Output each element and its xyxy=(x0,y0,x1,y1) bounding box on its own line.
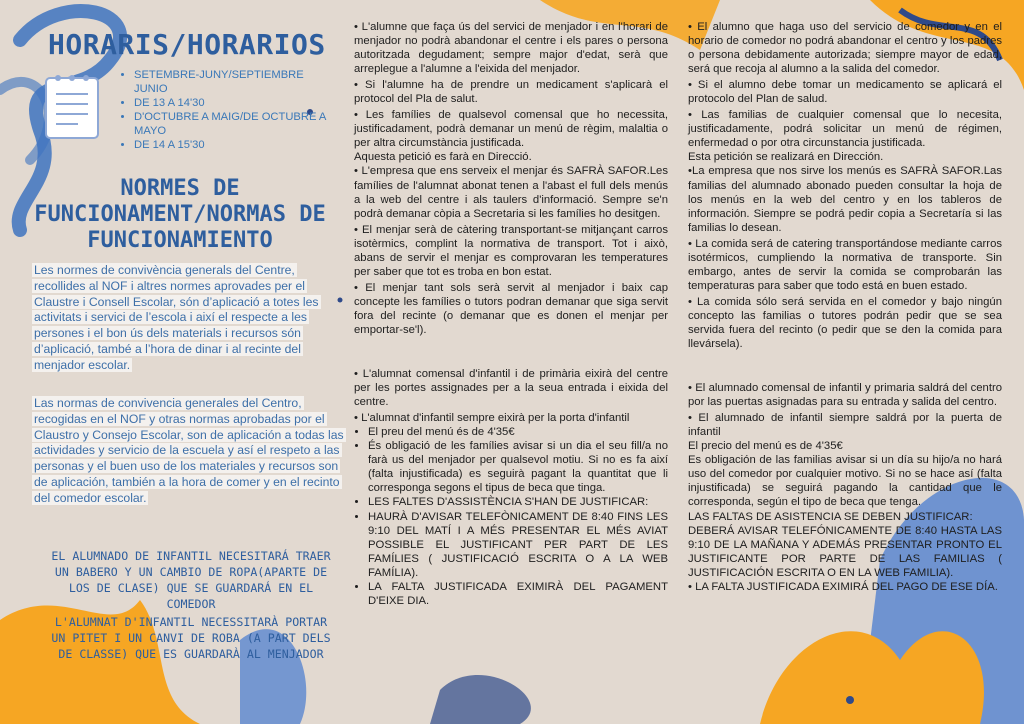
list-item: • LA FALTA JUSTIFICADA EXIMIRÀ DEL PAGAMENT D'EIXE DIA. xyxy=(368,580,668,608)
rule-paragraph: • Si el alumno debe tomar un medicamento se aplicará el protocolo del Plan de salud. xyxy=(688,79,1002,106)
list-item: • HAURÀ D'AVISAR TELEFÒNICAMENT DE 8:40 FINS LES 9:10 DEL MATÍ I A MÉS PRESENTAR EL MÉS AVIAT POSSIBLE EL JUSTIFICANT PER PART DE LES FAMÍLIES ( JUSTIFICACIÓ ESCRITA O A LA WEB FAMÍLIA). xyxy=(368,510,668,580)
rule-paragraph: • L'alumnat comensal d'infantil i de primària eixirà del centre per les portes assignades per a la seua entrada i eixida del centre. xyxy=(354,368,668,409)
note-spanish: EL ALUMNADO DE INFANTIL NECESITARÁ TRAER UN BABERO Y UN CAMBIO DE ROPA(APARTE DE LOS DE CLASE) QUE SE GUARDARÁ EN EL COMEDOR xyxy=(51,549,331,611)
list-item: • El preu del menú és de 4'35€ xyxy=(368,425,668,439)
schedule-item: • SETEMBRE-JUNY/SEPTIEMBRE JUNIO xyxy=(134,68,334,96)
rule-paragraph: • LA FALTA JUSTIFICADA EXIMIRÁ DEL PAGO DE ESE DÍA. xyxy=(688,580,998,593)
rule-paragraph: • Si l'alumne ha de prendre un medicament s'aplicarà el protocol del Pla de salut. xyxy=(354,79,668,106)
rule-paragraph: • El alumnado comensal de infantil y primaria saldrá del centro por las puertas asignadas para su entrada y salida del centro. xyxy=(688,382,1002,409)
rule-paragraph: • El menjar serà de càtering transportant-se mitjançant carros isotèrmics, complint la normativa de transport. Tot i això, abans de servir el menjar es comprovaran les temperatures per saber que tot es troba en bon estat. xyxy=(354,223,668,278)
list-item: • LES FALTES D'ASSISTÈNCIA S'HAN DE JUSTIFICAR: xyxy=(368,495,668,509)
rule-paragraph: • La comida sólo será servida en el comedor y bajo ningún concepto las familias o tutores podrán pedir que se sea servida fuera del recinto (o pedir que se den la comida para llevársela). xyxy=(688,295,1002,351)
schedule-title: HORARIS/HORARIOS xyxy=(48,28,326,61)
rules-spanish-column xyxy=(688,20,1002,594)
rule-paragraph: Esta petición se realizará en Dirección. xyxy=(688,151,884,164)
schedule-item: • DE 13 A 14'30 xyxy=(134,96,334,110)
schedule-item: • D'OCTUBRE A MAIG/DE OCTUBRE A MAYO xyxy=(134,110,334,138)
rules-title: NORMES DE FUNCIONAMENT/NORMAS DE FUNCIONAMIENTO xyxy=(34,176,326,253)
rule-paragraph: •La empresa que nos sirve los menús es SAFRÀ SAFOR.Las familias del alumnado abonado pueden consultar la hoja de los menús en la web del centro y en los tableros de información. Siempre se podrá pedir copia a Secretaría si las familias lo desean. xyxy=(688,165,1002,234)
schedule-list xyxy=(118,68,334,152)
rule-paragraph: • Les famílies de qualsevol comensal que ho necessita, justificadament, podrà demanar un menú de règim, malaltia o per altra circumstància justificada. xyxy=(354,109,668,150)
list-item: • És obligació de les famílies avisar si un dia el seu fill/a no farà us del menjador per qualsevol motiu. Si no es fa així (falta injustificada) es seguirà pagant la quantitat que li corresponga segons el tipus de beca que tinga. xyxy=(368,439,668,495)
rule-paragraph: • El alumnado de infantil siempre saldrá por la puerta de infantil xyxy=(688,412,1002,439)
notepad-icon xyxy=(42,72,104,142)
intro-spanish: Las normas de convivencia generales del Centro, recogidas en el NOF y otras normas aprobadas por el Claustro y Consejo Escolar, son de aplicación a todas las actividades y servicio de la escuela y así el respeto a las personas y el buen uso de los materiales y recursos son de aplicación, también a la hora de comer y en el recinto del comedor escolar. xyxy=(34,396,344,505)
rule-paragraph: • L'empresa que ens serveix el menjar és SAFRÀ SAFOR.Les famílies de l'alumnat abonat tenen a l'abast el full dels menús a la web del centre i als taulers d'informació. Sempre se'n podrà demanar còpia a Secretaria si les famílies ho desitgen. xyxy=(354,165,668,220)
rule-paragraph: LAS FALTAS DE ASISTENCIA SE DEBEN JUSTIFICAR: xyxy=(688,510,973,523)
rule-paragraph: • Las familias de cualquier comensal que lo necesita, justificadamente, podrá solicitar un menú de régimen, enfermedad o por otra circunstancia justificada. xyxy=(688,109,1002,150)
rule-paragraph: Aquesta petició es farà en Direcció. xyxy=(354,151,532,164)
rules-list xyxy=(354,425,668,608)
rule-paragraph: • L'alumnat d'infantil sempre eixirà per la porta d'infantil xyxy=(354,412,630,425)
rule-paragraph: El precio del menú es de 4'35€ xyxy=(688,440,843,453)
note-catalan: L'ALUMNAT D'INFANTIL NECESSITARÀ PORTAR UN PITET I UN CANVI DE ROBA (A PART DELS DE CLASSE) QUE ES GUARDARÀ AL MENJADOR xyxy=(51,615,331,661)
rules-catalan-column xyxy=(354,20,668,608)
rule-paragraph: • La comida será de catering transportándose mediante carros isotérmicos, cumpliendo la normativa de transporte. Sin embargo, antes de servir la comida se comprobarán las temperaturas para saber que todo está en buen estado. xyxy=(688,237,1002,292)
intro-catalan: Les normes de convivència generals del Centre, recollides al NOF i altres normes aprovades per el Claustre i Consell Escolar, són d’aplicació a totes les activitats i servici de l’escola i així el respecte a les persones i el bon ús dels materials i recursos són d’aplicació, també a l’hora de dinar i al recinte del menjador escolar. xyxy=(34,263,319,372)
rule-paragraph: DEBERÁ AVISAR TELEFÓNICAMENTE DE 8:40 HASTA LAS 9:10 DE LA MAÑANA Y ADEMÁS PRESENTAR PRONTO EL JUSTIFICANTE POR PARTE DE LAS FAMILIAS ( JUSTIFICACIÓN ESCRITA O EN LA WEB FAMILIA). xyxy=(688,524,1002,579)
rule-paragraph: • El alumno que haga uso del servicio de comedor y en el horario de comedor no podrá abandonar el centro y los padres o persona debidamente autorizada; siempre mayor de edad, será que recoja al alumno a la salida del comedor. xyxy=(688,21,1002,76)
rule-paragraph: Es obligación de las familias avisar si un día su hijo/a no hará uso del comedor por cualquier motivo. Si no se hace así (falta injustificada) se seguirá pagando la cantidad que le corresponda, según el tipo de beca que tenga. xyxy=(688,454,1002,509)
rule-paragraph: • L'alumne que faça ús del servici de menjador i en l'horari de menjador no podrà abandonar el centre i els pares o persona autoritzada degudament; sempre major d'edat, serà que arreplegue a l'alumne a l'eixida del menjador. xyxy=(354,21,668,76)
rule-paragraph: • El menjar tant sols serà servit al menjador i baix cap concepte les famílies o tutors podran demanar que siga servit fora del recinte (o demanar que es donen el menjar per emportar-se'l). xyxy=(354,281,668,336)
schedule-item: • DE 14 A 15'30 xyxy=(134,138,334,152)
